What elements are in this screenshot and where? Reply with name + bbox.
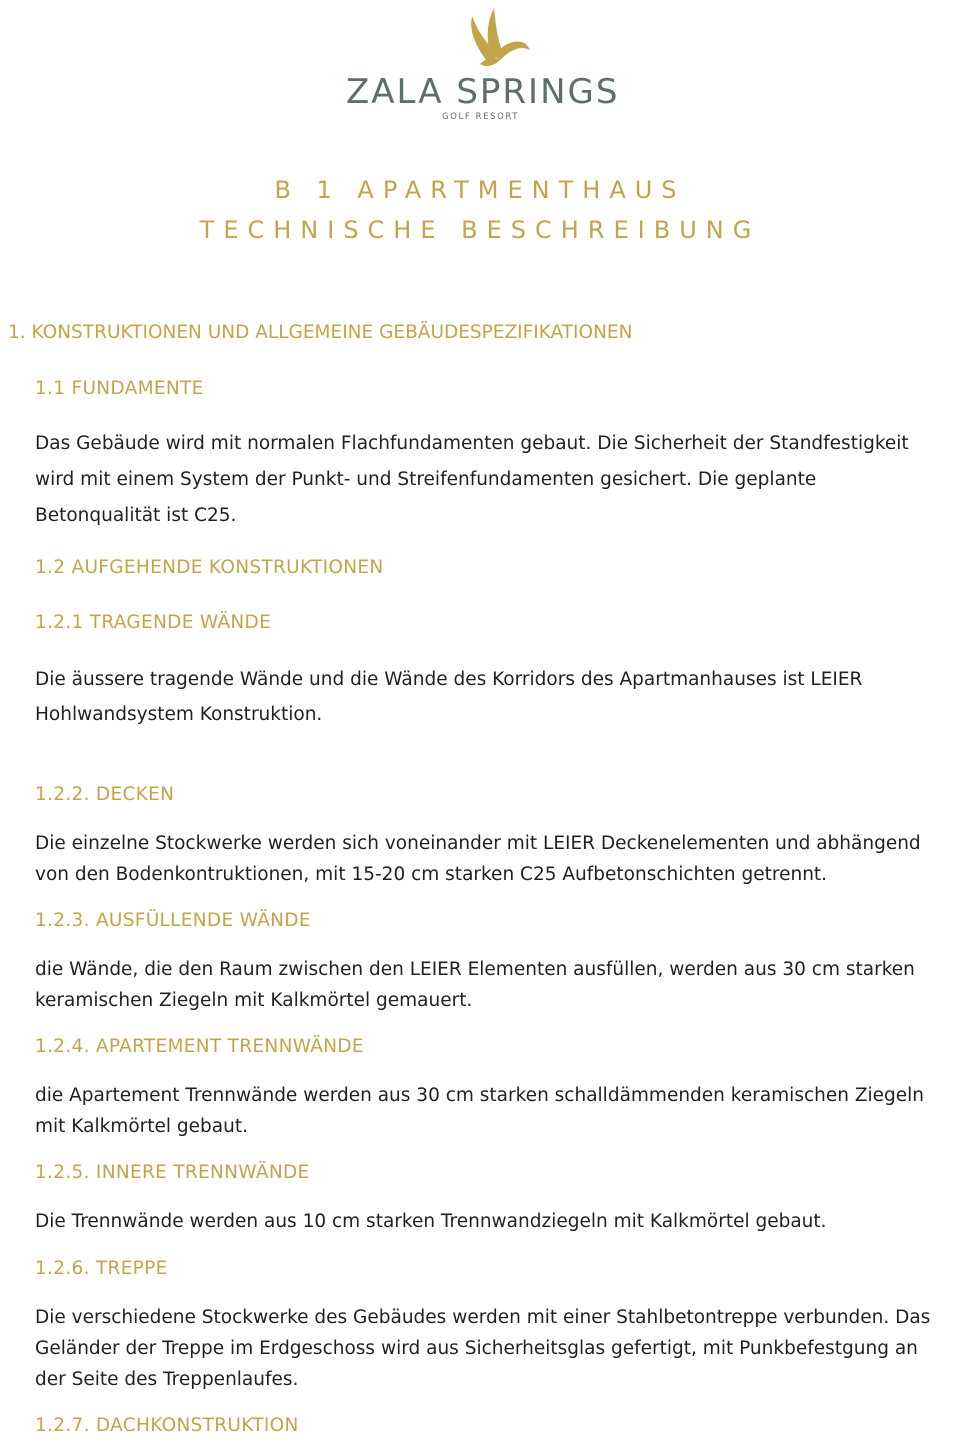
paragraph-line: von den Bodenkontruktionen, mit 15-20 cm starken C25 Aufbetonschichten getrennt. [35,864,828,885]
paragraph-line: mit Kalkmörtel gebaut. [35,1116,248,1137]
paragraph-line: Die einzelne Stockwerke werden sich voneinander mit LEIER Deckenelementen und abhängend [35,833,921,854]
section-heading-1-2-3: 1.2.3. AUSFÜLLENDE WÄNDE [35,910,311,931]
document-title-line1: B 1 APARTMENTHAUS [274,176,686,204]
logo-wordmark: ZALA SPRINGS [346,72,620,112]
zala-springs-logo [330,6,640,121]
section-heading-1-2-1: 1.2.1 TRAGENDE WÄNDE [35,612,272,633]
section-heading-1-2-5: 1.2.5. INNERE TRENNWÄNDE [35,1162,310,1183]
section-heading-1-2-4: 1.2.4. APARTEMENT TRENNWÄNDE [35,1036,364,1057]
paragraph-line: Geländer der Treppe im Erdgeschoss wird aus Sicherheitsglas gefertigt, mit Punkbefestgung an [35,1338,918,1359]
section-heading-1-2-6: 1.2.6. TREPPE [35,1258,168,1279]
section-heading-1-2-2: 1.2.2. DECKEN [35,784,175,805]
heron-bird-icon [450,6,530,70]
paragraph-line: Das Gebäude wird mit normalen Flachfundamenten gebaut. Die Sicherheit der Standfestigkeit [35,433,909,454]
section-heading-1-2: 1.2 AUFGEHENDE KONSTRUKTIONEN [35,557,384,578]
section-heading-1: 1. KONSTRUKTIONEN UND ALLGEMEINE GEBÄUDESPEZIFIKATIONEN [8,322,633,343]
paragraph-line: Die äussere tragende Wände und die Wände des Korridors des Apartmanhauses ist LEIER [35,669,863,690]
paragraph-line: Hohlwandsystem Konstruktion. [35,704,323,725]
paragraph-line: wird mit einem System der Punkt- und Streifenfundamenten gesichert. Die geplante [35,469,817,490]
section-heading-1-2-7: 1.2.7. DACHKONSTRUKTION [35,1415,299,1436]
paragraph-line: keramischen Ziegeln mit Kalkmörtel gemauert. [35,990,473,1011]
section-heading-1-1: 1.1 FUNDAMENTE [35,378,204,399]
paragraph-line: Die verschiedene Stockwerke des Gebäudes werden mit einer Stahlbetontreppe verbunden. Das [35,1307,931,1328]
paragraph-line: der Seite des Treppenlaufes. [35,1369,299,1390]
paragraph-line: Betonqualität ist C25. [35,505,237,526]
logo-tagline: GOLF RESORT [442,112,520,122]
paragraph-line: Die Trennwände werden aus 10 cm starken Trennwandziegeln mit Kalkmörtel gebaut. [35,1211,827,1232]
paragraph-line: die Apartement Trennwände werden aus 30 cm starken schalldämmenden keramischen Ziegeln [35,1085,925,1106]
paragraph-line: die Wände, die den Raum zwischen den LEIER Elementen ausfüllen, werden aus 30 cm starken [35,959,915,980]
document-title-line2: TECHNISCHE BESCHREIBUNG [199,216,761,244]
